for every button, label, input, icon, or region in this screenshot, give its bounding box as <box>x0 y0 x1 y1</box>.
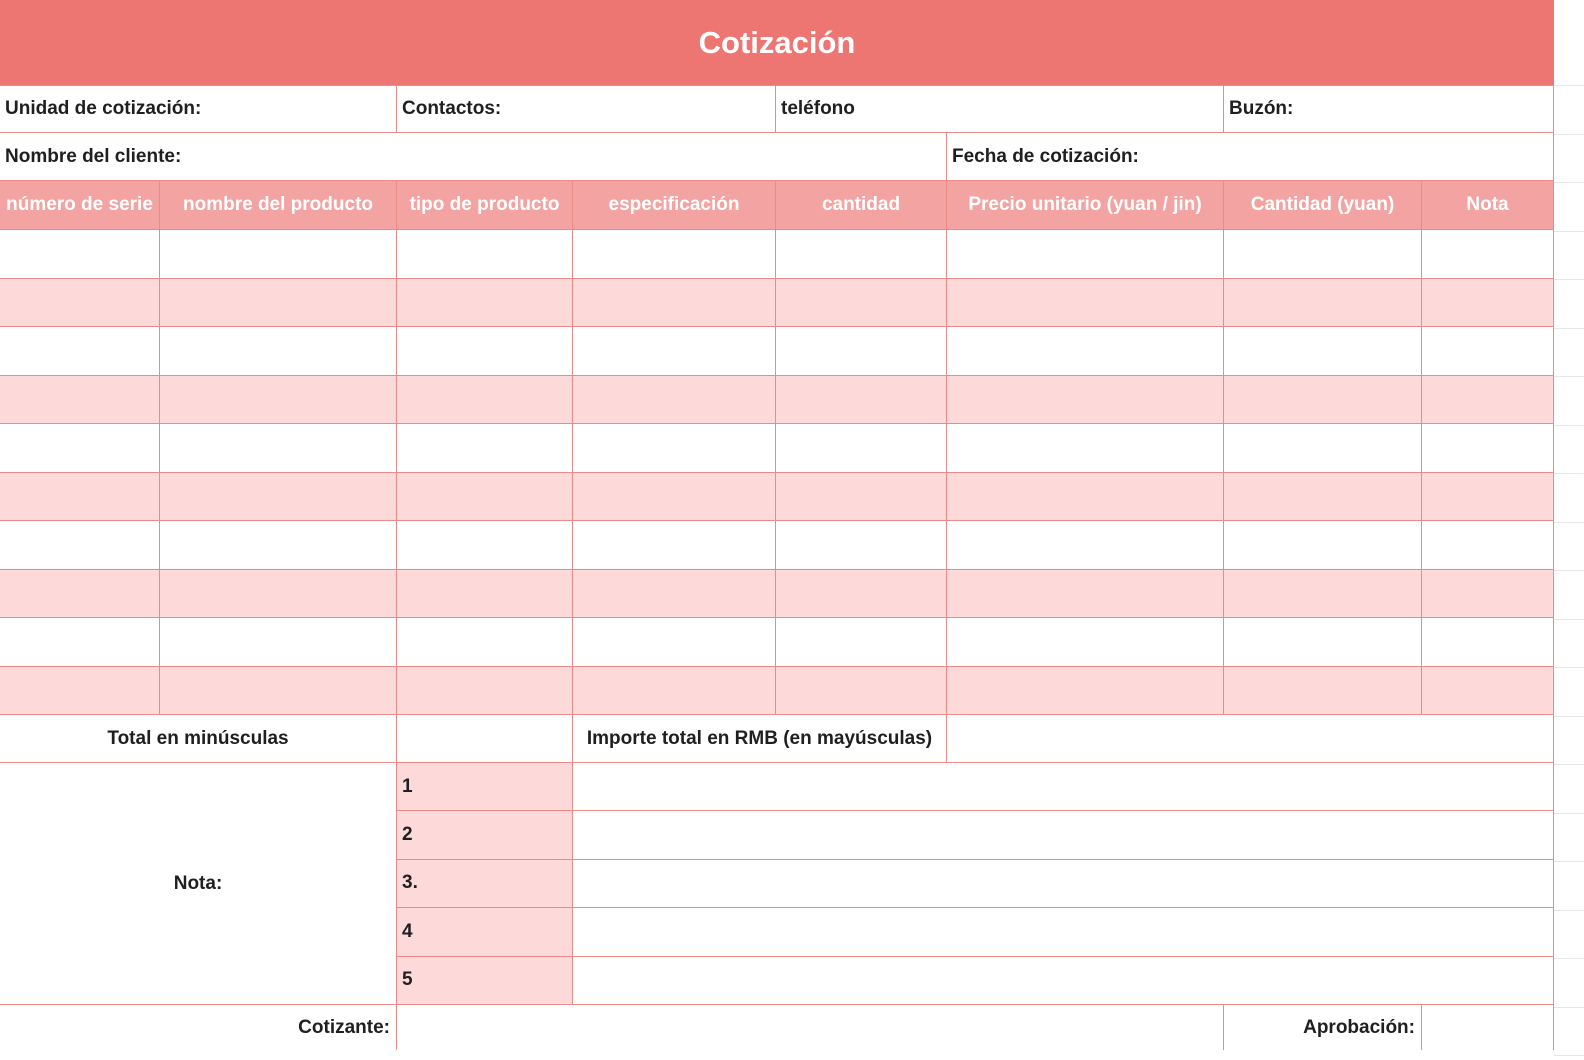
table-cell[interactable] <box>1224 230 1422 279</box>
table-cell[interactable] <box>397 618 573 667</box>
gridline <box>1554 1055 1584 1056</box>
note-number: 2 <box>397 811 573 859</box>
table-cell[interactable] <box>1422 279 1554 328</box>
table-cell[interactable] <box>776 230 947 279</box>
table-cell[interactable] <box>0 327 160 376</box>
table-cell[interactable] <box>776 424 947 473</box>
total-uppercase-label: Importe total en RMB (en mayúsculas) <box>573 715 947 763</box>
approval-field[interactable] <box>1422 1005 1554 1050</box>
note-text-field[interactable] <box>573 908 1554 956</box>
note-text-field[interactable] <box>573 860 1554 908</box>
table-cell[interactable] <box>1422 667 1554 716</box>
quoter-label: Cotizante: <box>0 1005 397 1050</box>
table-cell[interactable] <box>947 424 1224 473</box>
table-cell[interactable] <box>0 376 160 425</box>
table-cell[interactable] <box>0 279 160 328</box>
table-cell[interactable] <box>573 521 776 570</box>
gridline <box>1554 958 1584 959</box>
table-cell[interactable] <box>947 570 1224 619</box>
table-cell[interactable] <box>776 570 947 619</box>
table-cell[interactable] <box>0 667 160 716</box>
total-uppercase-value[interactable] <box>947 715 1554 763</box>
gridline <box>1554 667 1584 668</box>
table-cell[interactable] <box>776 521 947 570</box>
table-cell[interactable] <box>947 521 1224 570</box>
gridline <box>1554 134 1584 135</box>
table-cell[interactable] <box>160 230 397 279</box>
table-cell[interactable] <box>397 424 573 473</box>
table-cell[interactable] <box>573 618 776 667</box>
table-cell[interactable] <box>947 618 1224 667</box>
header-amount[interactable]: Cantidad (yuan) <box>1224 181 1422 230</box>
table-cell[interactable] <box>1422 327 1554 376</box>
table-cell[interactable] <box>160 667 397 716</box>
table-cell[interactable] <box>573 570 776 619</box>
table-cell[interactable] <box>573 327 776 376</box>
sheet-title: Cotización <box>0 0 1554 86</box>
gridline <box>1554 764 1584 765</box>
gridline <box>1554 328 1584 329</box>
quoter-field[interactable] <box>397 1005 1224 1050</box>
table-cell[interactable] <box>160 473 397 522</box>
gridline <box>1554 619 1584 620</box>
note-text-field[interactable] <box>573 957 1554 1005</box>
table-cell[interactable] <box>947 667 1224 716</box>
mailbox-label[interactable]: Buzón: <box>1224 85 1554 133</box>
note-number: 4 <box>397 908 573 956</box>
table-cell[interactable] <box>160 521 397 570</box>
gridline <box>1554 473 1584 474</box>
table-cell[interactable] <box>776 667 947 716</box>
table-cell[interactable] <box>1224 376 1422 425</box>
table-cell[interactable] <box>1224 667 1422 716</box>
header-product-name[interactable]: nombre del producto <box>160 181 397 230</box>
table-cell[interactable] <box>397 473 573 522</box>
table-cell[interactable] <box>1224 327 1422 376</box>
quote-unit-label[interactable]: Unidad de cotización: <box>0 85 397 133</box>
table-cell[interactable] <box>160 618 397 667</box>
table-cell[interactable] <box>160 376 397 425</box>
table-cell[interactable] <box>573 667 776 716</box>
table-cell[interactable] <box>0 424 160 473</box>
table-cell[interactable] <box>947 473 1224 522</box>
table-cell[interactable] <box>776 473 947 522</box>
gridline <box>1554 570 1584 571</box>
table-cell[interactable] <box>1422 473 1554 522</box>
table-cell[interactable] <box>397 327 573 376</box>
table-cell[interactable] <box>397 230 573 279</box>
table-cell[interactable] <box>1224 424 1422 473</box>
header-unit-price[interactable]: Precio unitario (yuan / jin) <box>947 181 1224 230</box>
note-number: 5 <box>397 957 573 1005</box>
header-quantity[interactable]: cantidad <box>776 181 947 230</box>
table-cell[interactable] <box>573 279 776 328</box>
gridline <box>1554 85 1584 86</box>
gridline <box>1554 1007 1584 1008</box>
table-cell[interactable] <box>160 327 397 376</box>
gridline <box>1554 522 1584 523</box>
gridline <box>1554 910 1584 911</box>
table-cell[interactable] <box>1224 279 1422 328</box>
note-number: 3. <box>397 860 573 908</box>
gridline <box>1554 425 1584 426</box>
table-cell[interactable] <box>1422 230 1554 279</box>
notes-label: Nota: <box>0 763 397 1005</box>
table-cell[interactable] <box>160 570 397 619</box>
table-cell[interactable] <box>1422 376 1554 425</box>
table-cell[interactable] <box>0 521 160 570</box>
table-cell[interactable] <box>0 618 160 667</box>
table-cell[interactable] <box>776 279 947 328</box>
note-number: 1 <box>397 763 573 811</box>
gridline <box>1554 231 1584 232</box>
table-cell[interactable] <box>1422 618 1554 667</box>
total-lowercase-label: Total en minúsculas <box>0 715 397 763</box>
client-name-label[interactable]: Nombre del cliente: <box>0 133 947 181</box>
table-cell[interactable] <box>0 230 160 279</box>
header-specification[interactable]: especificación <box>573 181 776 230</box>
table-cell[interactable] <box>947 327 1224 376</box>
table-cell[interactable] <box>573 424 776 473</box>
gridline <box>1554 813 1584 814</box>
header-product-type[interactable]: tipo de producto <box>397 181 573 230</box>
quote-date-label[interactable]: Fecha de cotización: <box>947 133 1554 181</box>
table-cell[interactable] <box>573 230 776 279</box>
table-cell[interactable] <box>0 473 160 522</box>
gridline <box>1554 716 1584 717</box>
table-cell[interactable] <box>1224 521 1422 570</box>
table-cell[interactable] <box>776 376 947 425</box>
table-cell[interactable] <box>397 667 573 716</box>
total-lowercase-value[interactable] <box>397 715 573 763</box>
table-cell[interactable] <box>0 570 160 619</box>
table-cell[interactable] <box>397 521 573 570</box>
table-cell[interactable] <box>397 279 573 328</box>
gridline <box>1554 861 1584 862</box>
gridline <box>1554 182 1584 183</box>
table-cell[interactable] <box>947 279 1224 328</box>
header-serial-number[interactable]: número de serie <box>0 181 160 230</box>
table-cell[interactable] <box>397 376 573 425</box>
table-cell[interactable] <box>1224 618 1422 667</box>
table-cell[interactable] <box>947 376 1224 425</box>
note-text-field[interactable] <box>573 811 1554 859</box>
table-cell[interactable] <box>397 570 573 619</box>
contacts-label[interactable]: Contactos: <box>397 85 776 133</box>
approval-label: Aprobación: <box>1224 1005 1422 1050</box>
table-cell[interactable] <box>573 473 776 522</box>
table-cell[interactable] <box>776 618 947 667</box>
table-cell[interactable] <box>573 376 776 425</box>
gridline <box>1554 279 1584 280</box>
table-cell[interactable] <box>160 279 397 328</box>
header-note[interactable]: Nota <box>1422 181 1554 230</box>
gridline <box>1554 376 1584 377</box>
phone-label[interactable]: teléfono <box>776 85 1224 133</box>
table-cell[interactable] <box>947 230 1224 279</box>
table-cell[interactable] <box>1224 473 1422 522</box>
note-text-field[interactable] <box>573 763 1554 811</box>
table-cell[interactable] <box>776 327 947 376</box>
table-cell[interactable] <box>1422 570 1554 619</box>
table-cell[interactable] <box>160 424 397 473</box>
table-cell[interactable] <box>1422 424 1554 473</box>
table-cell[interactable] <box>1422 521 1554 570</box>
table-cell[interactable] <box>1224 570 1422 619</box>
